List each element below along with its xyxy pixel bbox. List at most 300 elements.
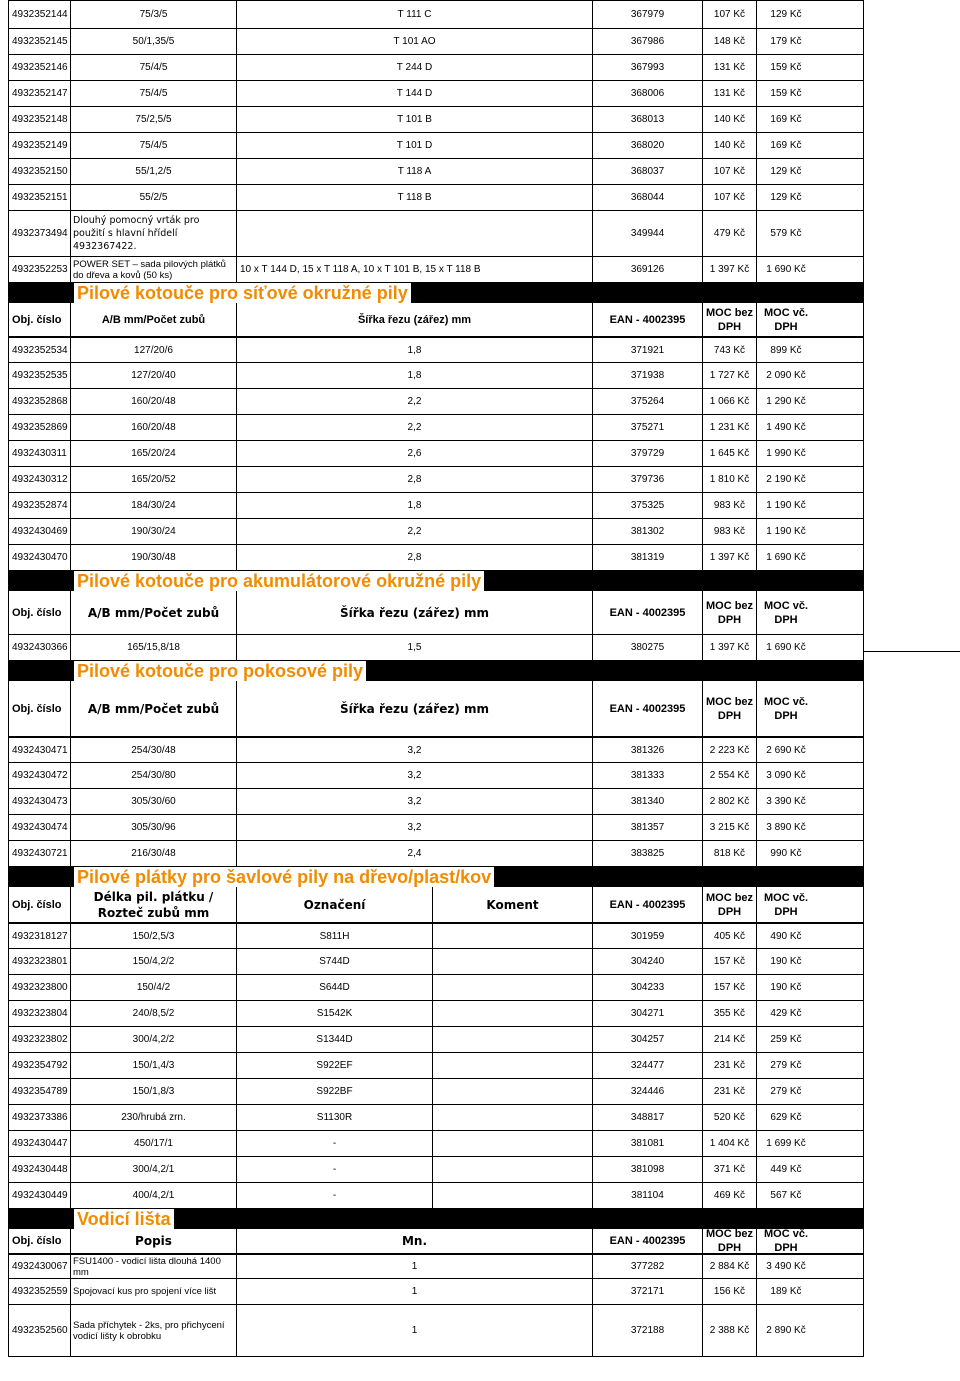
section-title-text: Pilové plátky pro šavlové pily na dřevo/plast/kov	[74, 867, 494, 887]
section-title-text: Pilové kotouče pro pokosové pily	[74, 661, 366, 681]
table-row	[8, 1105, 864, 1131]
designation: S744D	[237, 949, 433, 974]
jigsaw-blade-rows	[8, 0, 864, 211]
moc-bez-dph: 479 Kč	[703, 211, 757, 256]
ean: 371921	[593, 338, 703, 362]
ab-mm: 55/2/5	[71, 185, 237, 210]
section-title-sabre-saw	[8, 867, 864, 887]
moc-bez-dph: 520 Kč	[703, 1105, 757, 1130]
designation: T 244 D	[237, 55, 593, 80]
header-order-number: Obj. číslo	[9, 887, 71, 922]
moc-bez-dph: 107 Kč	[703, 185, 757, 210]
ean: 349944	[593, 211, 703, 256]
moc-bez-dph: 2 802 Kč	[703, 789, 757, 814]
table-row	[8, 841, 864, 867]
header-order-number: Obj. číslo	[9, 681, 71, 736]
cut-width: 3,2	[237, 789, 593, 814]
ean: 369126	[593, 257, 703, 282]
moc-vc-dph: 3 490 Kč	[766, 1261, 806, 1272]
table-row	[8, 0, 864, 29]
header-moc-vc: MOC vč. DPH	[763, 599, 808, 626]
table-row	[8, 1183, 864, 1209]
comment	[433, 1183, 593, 1208]
ab-mm: 160/20/48	[71, 389, 237, 414]
order-number: 4932352534	[9, 338, 71, 362]
section-title-cordless-circular-saw	[8, 571, 864, 591]
guide-rail-rows	[8, 1254, 864, 1357]
moc-bez-dph: 818 Kč	[703, 841, 757, 866]
table-row	[8, 737, 864, 763]
cut-width: 3,2	[237, 738, 593, 762]
table-row	[8, 1079, 864, 1105]
designation: 10 x T 144 D, 15 x T 118 A, 10 x T 101 B, 15 x T 118 B	[237, 257, 593, 282]
order-number: 4932323804	[9, 1001, 71, 1026]
ean: 383825	[593, 841, 703, 866]
moc-vc-dph: 2 890 Kč	[766, 1325, 806, 1336]
cut-width: 2,2	[237, 389, 593, 414]
moc-vc-dph: 159 Kč	[770, 62, 802, 73]
comment	[433, 975, 593, 1000]
moc-bez-dph: 1 810 Kč	[703, 467, 757, 492]
length-pitch: 400/4,2/1	[71, 1183, 237, 1208]
table-row	[8, 389, 864, 415]
ean: 368044	[593, 185, 703, 210]
section-title-mains-circular-saw	[8, 283, 864, 303]
ab-mm: 184/30/24	[71, 493, 237, 518]
order-number: 4932352874	[9, 493, 71, 518]
cut-width: 2,6	[237, 441, 593, 466]
ean: 324446	[593, 1079, 703, 1104]
moc-bez-dph: 1 397 Kč	[703, 545, 757, 570]
length-pitch: 150/1,4/3	[71, 1053, 237, 1078]
cut-width: 2,2	[237, 519, 593, 544]
moc-vc-dph: 159 Kč	[770, 88, 802, 99]
order-number: 4932354792	[9, 1053, 71, 1078]
ean: 379729	[593, 441, 703, 466]
header-ab: A/B mm/Počet zubů	[71, 681, 237, 736]
moc-bez-dph: 743 Kč	[703, 338, 757, 362]
ab-mm: 305/30/60	[71, 789, 237, 814]
order-number: 4932352253	[9, 257, 71, 282]
length-pitch: 300/4,2/1	[71, 1157, 237, 1182]
ab-mm: 165/20/52	[71, 467, 237, 492]
table-header	[8, 1229, 864, 1254]
moc-vc-dph: 2 190 Kč	[766, 474, 806, 485]
length-pitch: 150/4/2	[71, 975, 237, 1000]
table-header	[8, 303, 864, 337]
table-row	[8, 55, 864, 81]
designation: T 144 D	[237, 81, 593, 106]
order-number: 4932352868	[9, 389, 71, 414]
ean: 372171	[593, 1279, 703, 1304]
moc-bez-dph: 405 Kč	[703, 924, 757, 948]
moc-vc-dph: 579 Kč	[770, 228, 802, 239]
ean: 324477	[593, 1053, 703, 1078]
order-number: 4932430474	[9, 815, 71, 840]
ean: 367993	[593, 55, 703, 80]
order-number: 4932430366	[9, 635, 71, 660]
designation: -	[237, 1157, 433, 1182]
header-designation: Označení	[237, 887, 433, 922]
order-number: 4932430447	[9, 1131, 71, 1156]
designation: S644D	[237, 975, 433, 1000]
table-row	[8, 815, 864, 841]
ab-mm: 254/30/48	[71, 738, 237, 762]
ean: 304257	[593, 1027, 703, 1052]
table-row	[8, 923, 864, 949]
header-ean: EAN - 4002395	[593, 1229, 703, 1253]
designation: -	[237, 1183, 433, 1208]
ab-mm: 165/15,8/18	[71, 635, 237, 660]
table-row	[8, 467, 864, 493]
table-row	[8, 1027, 864, 1053]
ean: 368020	[593, 133, 703, 158]
moc-bez-dph: 107 Kč	[703, 159, 757, 184]
moc-vc-dph: 2 690 Kč	[766, 744, 806, 756]
moc-vc-dph: 129 Kč	[770, 166, 802, 177]
moc-vc-dph: 1 190 Kč	[766, 500, 806, 511]
moc-bez-dph: 131 Kč	[703, 81, 757, 106]
cut-width: 1,8	[237, 493, 593, 518]
header-moc-bez: MOC bez DPH	[703, 887, 757, 922]
moc-vc-dph: 169 Kč	[770, 114, 802, 125]
ab-mm: 75/4/5	[71, 81, 237, 106]
designation: T 118 A	[237, 159, 593, 184]
order-number: 4932430473	[9, 789, 71, 814]
cut-width: 2,4	[237, 841, 593, 866]
order-number: 4932430067	[9, 1255, 71, 1278]
header-moc-bez: MOC bez DPH	[703, 681, 757, 736]
order-number: 4932354789	[9, 1079, 71, 1104]
ab-mm: 127/20/40	[71, 363, 237, 388]
moc-bez-dph: 157 Kč	[703, 949, 757, 974]
table-header	[8, 887, 864, 923]
table-row	[8, 133, 864, 159]
ab-mm: 305/30/96	[71, 815, 237, 840]
ean: 381333	[593, 763, 703, 788]
table-row	[8, 1131, 864, 1157]
moc-bez-dph: 983 Kč	[703, 493, 757, 518]
table-row	[8, 519, 864, 545]
table-row	[8, 81, 864, 107]
description: Dlouhý pomocný vrták pro použití s hlavní hřídelí 4932367422.	[71, 211, 237, 256]
designation: S922BF	[237, 1079, 433, 1104]
order-number: 4932352148	[9, 107, 71, 132]
header-order-number: Obj. číslo	[9, 303, 71, 336]
designation: -	[237, 1131, 433, 1156]
order-number: 4932430312	[9, 467, 71, 492]
header-moc-vc: MOC vč. DPH	[763, 695, 808, 722]
cut-width: 2,8	[237, 545, 593, 570]
cut-width: 2,2	[237, 415, 593, 440]
moc-bez-dph: 2 223 Kč	[703, 738, 757, 762]
ean: 304271	[593, 1001, 703, 1026]
comment	[433, 1131, 593, 1156]
ean: 379736	[593, 467, 703, 492]
comment	[433, 1157, 593, 1182]
order-number: 4932323800	[9, 975, 71, 1000]
table-row	[8, 949, 864, 975]
header-moc-bez: MOC bez DPH	[703, 1229, 757, 1253]
ean: 301959	[593, 924, 703, 948]
moc-bez-dph: 1 066 Kč	[703, 389, 757, 414]
moc-bez-dph: 1 231 Kč	[703, 415, 757, 440]
table-row	[8, 763, 864, 789]
order-number: 4932430449	[9, 1183, 71, 1208]
quantity: 1	[237, 1305, 593, 1356]
moc-vc-dph: 449 Kč	[770, 1164, 802, 1175]
moc-vc-dph: 1 290 Kč	[766, 396, 806, 407]
moc-vc-dph: 129 Kč	[770, 192, 802, 203]
moc-vc-dph: 1 990 Kč	[766, 448, 806, 459]
comment	[433, 1053, 593, 1078]
ab-mm: 190/30/24	[71, 519, 237, 544]
ean: 381357	[593, 815, 703, 840]
moc-vc-dph: 190 Kč	[770, 956, 802, 967]
header-ean: EAN - 4002395	[593, 303, 703, 336]
ean: 372188	[593, 1305, 703, 1356]
section-title-text: Vodicí lišta	[74, 1209, 174, 1229]
order-number: 4932430721	[9, 841, 71, 866]
ean: 381104	[593, 1183, 703, 1208]
ab-mm: 165/20/24	[71, 441, 237, 466]
ab-mm: 75/2,5/5	[71, 107, 237, 132]
moc-vc-dph: 1 690 Kč	[766, 642, 806, 653]
header-moc-vc: MOC vč. DPH	[763, 891, 808, 918]
order-number: 4932352145	[9, 29, 71, 54]
order-number: 4932373386	[9, 1105, 71, 1130]
header-description: Popis	[71, 1229, 237, 1253]
moc-bez-dph: 148 Kč	[703, 29, 757, 54]
moc-bez-dph: 1 397 Kč	[703, 257, 757, 282]
table-row	[8, 1001, 864, 1027]
designation: T 101 B	[237, 107, 593, 132]
cut-width: 3,2	[237, 763, 593, 788]
header-ean: EAN - 4002395	[593, 887, 703, 922]
header-moc-vc: MOC vč. DPH	[763, 306, 808, 333]
table-row	[8, 441, 864, 467]
ean: 381340	[593, 789, 703, 814]
order-number: 4932352560	[9, 1305, 71, 1356]
moc-bez-dph: 231 Kč	[703, 1053, 757, 1078]
ean: 304240	[593, 949, 703, 974]
order-number: 4932430470	[9, 545, 71, 570]
ean: 368006	[593, 81, 703, 106]
ab-mm: 75/4/5	[71, 55, 237, 80]
table-row	[8, 1254, 864, 1279]
header-order-number: Obj. číslo	[9, 1229, 71, 1253]
order-number: 4932352151	[9, 185, 71, 210]
ab-mm: 55/1,2/5	[71, 159, 237, 184]
circular-blade-rows	[8, 337, 864, 571]
moc-bez-dph: 140 Kč	[703, 107, 757, 132]
designation: T 118 B	[237, 185, 593, 210]
quantity: 1	[237, 1255, 593, 1278]
header-ab: A/B mm/Počet zubů	[71, 591, 237, 634]
length-pitch: 300/4,2/2	[71, 1027, 237, 1052]
table-row	[8, 545, 864, 571]
ab-mm: 127/20/6	[71, 338, 237, 362]
order-number: 4932430311	[9, 441, 71, 466]
length-pitch: 150/4,2/2	[71, 949, 237, 974]
moc-vc-dph: 567 Kč	[770, 1190, 802, 1201]
table-row	[8, 1279, 864, 1305]
ean: 377282	[593, 1255, 703, 1278]
table-row	[8, 159, 864, 185]
ean: 367986	[593, 29, 703, 54]
moc-vc-dph: 1 699 Kč	[766, 1138, 806, 1149]
header-width: Šířka řezu (zářez) mm	[237, 591, 593, 634]
length-pitch: 230/hrubá zrn.	[71, 1105, 237, 1130]
moc-vc-dph: 189 Kč	[770, 1286, 802, 1297]
table-header	[8, 591, 864, 635]
order-number: 4932373494	[9, 211, 71, 256]
moc-vc-dph: 629 Kč	[770, 1112, 802, 1123]
moc-bez-dph: 140 Kč	[703, 133, 757, 158]
moc-vc-dph: 490 Kč	[770, 930, 802, 942]
mitre-blade-rows	[8, 737, 864, 867]
table-row	[8, 1053, 864, 1079]
moc-vc-dph: 129 Kč	[770, 9, 802, 20]
table-row	[8, 107, 864, 133]
moc-vc-dph: 279 Kč	[770, 1060, 802, 1071]
ab-mm: 75/3/5	[71, 1, 237, 28]
moc-vc-dph: 279 Kč	[770, 1086, 802, 1097]
moc-vc-dph: 990 Kč	[770, 848, 802, 859]
table-row	[8, 1157, 864, 1183]
ean: 375264	[593, 389, 703, 414]
ean: 371938	[593, 363, 703, 388]
order-number: 4932352535	[9, 363, 71, 388]
ean: 381081	[593, 1131, 703, 1156]
comment	[433, 1027, 593, 1052]
designation	[237, 211, 593, 256]
table-row	[8, 789, 864, 815]
ean: 381326	[593, 738, 703, 762]
ean: 375325	[593, 493, 703, 518]
moc-vc-dph: 169 Kč	[770, 140, 802, 151]
order-number: 4932352559	[9, 1279, 71, 1304]
order-number: 4932352149	[9, 133, 71, 158]
designation: T 111 C	[237, 1, 593, 28]
designation: S1542K	[237, 1001, 433, 1026]
moc-bez-dph: 1 727 Kč	[703, 363, 757, 388]
moc-bez-dph: 131 Kč	[703, 55, 757, 80]
table-row	[8, 337, 864, 363]
header-order-number: Obj. číslo	[9, 591, 71, 634]
order-number: 4932430471	[9, 738, 71, 762]
ean: 381098	[593, 1157, 703, 1182]
moc-bez-dph: 157 Kč	[703, 975, 757, 1000]
header-ean: EAN - 4002395	[593, 681, 703, 736]
ab-mm: 75/4/5	[71, 133, 237, 158]
comment	[433, 1105, 593, 1130]
moc-vc-dph: 1 190 Kč	[766, 526, 806, 537]
cut-width: 3,2	[237, 815, 593, 840]
ean: 380275	[593, 635, 703, 660]
moc-bez-dph: 3 215 Kč	[703, 815, 757, 840]
moc-bez-dph: 1 404 Kč	[703, 1131, 757, 1156]
comment	[433, 924, 593, 948]
moc-bez-dph: 156 Kč	[703, 1279, 757, 1304]
order-number: 4932318127	[9, 924, 71, 948]
ab-mm: 254/30/80	[71, 763, 237, 788]
moc-vc-dph: 3 390 Kč	[766, 796, 806, 807]
table-row	[8, 415, 864, 441]
order-number: 4932323801	[9, 949, 71, 974]
section-title-guide-rail	[8, 1209, 864, 1229]
quantity: 1	[237, 1279, 593, 1304]
moc-bez-dph: 107 Kč	[703, 1, 757, 28]
designation: T 101 AO	[237, 29, 593, 54]
ean: 304233	[593, 975, 703, 1000]
price-list-sheet	[8, 0, 864, 1357]
header-width: Šířka řezu (zářez) mm	[237, 681, 593, 736]
moc-vc-dph: 2 090 Kč	[766, 370, 806, 381]
moc-bez-dph: 1 397 Kč	[703, 635, 757, 660]
description: Spojovací kus pro spojení více lišt	[71, 1279, 237, 1304]
table-header	[8, 681, 864, 737]
order-number: 4932430472	[9, 763, 71, 788]
designation: S1344D	[237, 1027, 433, 1052]
table-row	[8, 363, 864, 389]
table-row	[8, 29, 864, 55]
ab-mm: 190/30/48	[71, 545, 237, 570]
order-number: 4932352150	[9, 159, 71, 184]
divider	[864, 651, 960, 652]
ean: 381319	[593, 545, 703, 570]
cut-width: 1,8	[237, 363, 593, 388]
moc-bez-dph: 2 884 Kč	[703, 1255, 757, 1278]
order-number: 4932352147	[9, 81, 71, 106]
header-length: Délka pil. plátku / Rozteč zubů mm	[71, 887, 237, 922]
ean: 368013	[593, 107, 703, 132]
moc-vc-dph: 899 Kč	[770, 344, 802, 356]
moc-bez-dph: 983 Kč	[703, 519, 757, 544]
ean: 367979	[593, 1, 703, 28]
moc-vc-dph: 429 Kč	[770, 1008, 802, 1019]
header-moc-vc: MOC vč. DPH	[763, 1229, 808, 1253]
header-width: Šířka řezu (zářez) mm	[237, 303, 593, 336]
order-number: 4932352144	[9, 1, 71, 28]
moc-bez-dph: 1 645 Kč	[703, 441, 757, 466]
order-number: 4932352869	[9, 415, 71, 440]
description: POWER SET – sada pilových plátků do dřeva a kovů (50 ks)	[71, 257, 237, 282]
order-number: 4932352146	[9, 55, 71, 80]
designation: S922EF	[237, 1053, 433, 1078]
description: FSU1400 - vodicí lišta dlouhá 1400 mm	[71, 1255, 237, 1278]
table-row	[8, 975, 864, 1001]
comment	[433, 1079, 593, 1104]
moc-vc-dph: 3 090 Kč	[766, 770, 806, 781]
section-title-text: Pilové kotouče pro síťové okružné pily	[74, 283, 411, 303]
header-ean: EAN - 4002395	[593, 591, 703, 634]
cut-width: 1,5	[237, 635, 593, 660]
order-number: 4932430448	[9, 1157, 71, 1182]
ab-mm: 50/1,35/5	[71, 29, 237, 54]
moc-bez-dph: 355 Kč	[703, 1001, 757, 1026]
header-ab: A/B mm/Počet zubů	[71, 303, 237, 336]
length-pitch: 150/2,5/3	[71, 924, 237, 948]
cut-width: 1,8	[237, 338, 593, 362]
moc-vc-dph: 3 890 Kč	[766, 822, 806, 833]
table-row	[8, 257, 864, 283]
table-row	[8, 493, 864, 519]
moc-bez-dph: 231 Kč	[703, 1079, 757, 1104]
length-pitch: 240/8,5/2	[71, 1001, 237, 1026]
length-pitch: 150/1,8/3	[71, 1079, 237, 1104]
header-moc-bez: MOC bez DPH	[703, 303, 757, 336]
